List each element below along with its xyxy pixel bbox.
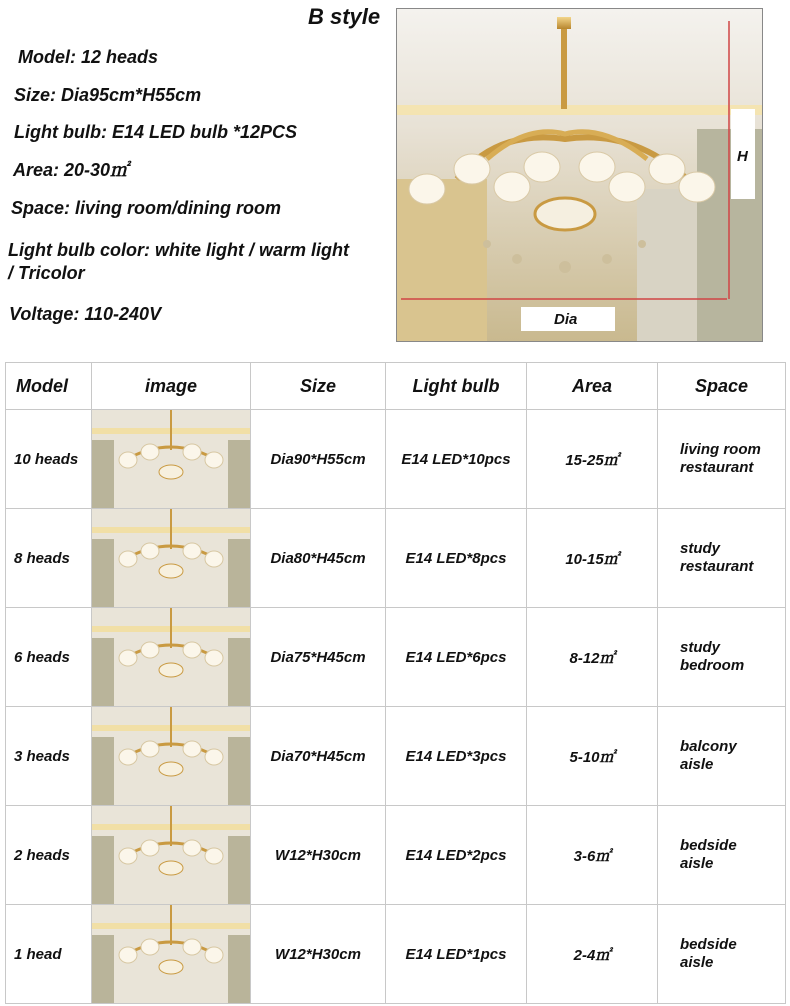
- cell-area: [527, 905, 658, 1004]
- size-text: Dia75*H45cm: [270, 648, 366, 666]
- area-text: 2-4㎡: [573, 946, 611, 964]
- table-row: [6, 608, 786, 707]
- table-row: [6, 806, 786, 905]
- cell-light-bulb: [386, 707, 527, 806]
- header-light-bulb: Light bulb: [386, 363, 527, 410]
- cell-area: [527, 410, 658, 509]
- cell-image: [92, 410, 251, 509]
- cell-image: [92, 905, 251, 1004]
- cell-size: [251, 509, 386, 608]
- cell-image: [92, 509, 251, 608]
- cell-area: [527, 509, 658, 608]
- bulb-text: E14 LED*1pcs: [405, 945, 507, 963]
- model-text: 1 head: [14, 945, 62, 963]
- cell-model: [6, 608, 92, 707]
- chandelier-thumbnail: [92, 707, 250, 805]
- header-model: Model: [6, 363, 92, 410]
- cell-light-bulb: [386, 806, 527, 905]
- chandelier-thumbnail: [92, 806, 250, 904]
- cell-space: [658, 608, 786, 707]
- space-text-2: aisle: [680, 954, 714, 971]
- space-text-2: aisle: [680, 756, 714, 773]
- area-text: 3-6㎡: [573, 847, 611, 865]
- model-text: 8 heads: [14, 549, 70, 567]
- size-text: W12*H30cm: [275, 846, 361, 864]
- table-header-row: [6, 363, 786, 410]
- cell-light-bulb: [386, 905, 527, 1004]
- area-text: 10-15㎡: [565, 550, 619, 568]
- hero-chandelier-image: [396, 8, 763, 342]
- bulb-text: E14 LED*6pcs: [405, 648, 507, 666]
- cell-model: [6, 509, 92, 608]
- model-text: 2 heads: [14, 846, 70, 864]
- model-text: 3 heads: [14, 747, 70, 765]
- model-comparison-table: [5, 362, 786, 1004]
- spec-voltage: Voltage: 110-240V: [9, 304, 162, 324]
- size-text: Dia80*H45cm: [270, 549, 366, 567]
- area-text: 5-10㎡: [569, 748, 615, 766]
- cell-model: [6, 806, 92, 905]
- cell-area: [527, 608, 658, 707]
- bulb-text: E14 LED*10pcs: [401, 450, 511, 468]
- cell-image: [92, 608, 251, 707]
- model-text: 10 heads: [14, 450, 79, 468]
- spec-model: Model: 12 heads: [18, 47, 159, 67]
- chandelier-thumbnail: [92, 410, 250, 508]
- chandelier-thumbnail: [92, 608, 250, 706]
- cell-size: [251, 410, 386, 509]
- cell-space: [658, 806, 786, 905]
- size-text: W12*H30cm: [275, 945, 361, 963]
- cell-model: [6, 707, 92, 806]
- size-text: Dia90*H55cm: [270, 450, 366, 468]
- table-row: [6, 707, 786, 806]
- header-area: Area: [527, 363, 658, 410]
- space-text-2: aisle: [680, 855, 714, 872]
- diameter-label: Dia: [554, 311, 578, 328]
- space-text-1: study: [680, 540, 721, 557]
- space-text-1: bedside: [680, 936, 737, 953]
- cell-space: [658, 707, 786, 806]
- spec-bulb-color-cont: / Tricolor: [8, 263, 85, 283]
- bulb-text: E14 LED*2pcs: [405, 846, 507, 864]
- space-text-1: living room: [680, 441, 761, 458]
- model-text: 6 heads: [14, 648, 70, 666]
- height-label: H: [737, 148, 748, 165]
- space-text-2: restaurant: [680, 459, 754, 476]
- space-text-2: restaurant: [680, 558, 754, 575]
- area-text: 8-12㎡: [569, 649, 615, 667]
- spec-area: Area: 20-30㎡: [13, 160, 129, 180]
- cell-area: [527, 806, 658, 905]
- cell-size: [251, 707, 386, 806]
- cell-light-bulb: [386, 410, 527, 509]
- cell-light-bulb: [386, 509, 527, 608]
- page-title: B style: [308, 4, 381, 29]
- table-row: [6, 509, 786, 608]
- cell-size: [251, 905, 386, 1004]
- spec-bulb-color: Light bulb color: white light / warm light: [8, 240, 349, 260]
- bulb-text: E14 LED*8pcs: [405, 549, 507, 567]
- space-text-2: bedroom: [680, 657, 745, 674]
- spec-size: Size: Dia95cm*H55cm: [14, 85, 202, 105]
- cell-space: [658, 509, 786, 608]
- table-row: [6, 410, 786, 509]
- space-text-1: study: [680, 639, 721, 656]
- space-text-1: bedside: [680, 837, 737, 854]
- cell-image: [92, 707, 251, 806]
- cell-space: [658, 905, 786, 1004]
- cell-model: [6, 410, 92, 509]
- bulb-text: E14 LED*3pcs: [405, 747, 507, 765]
- space-text-1: balcony: [680, 738, 737, 755]
- cell-size: [251, 608, 386, 707]
- table-row: [6, 905, 786, 1004]
- cell-space: [658, 410, 786, 509]
- size-text: Dia70*H45cm: [270, 747, 366, 765]
- cell-size: [251, 806, 386, 905]
- spec-space: Space: living room/dining room: [11, 198, 282, 218]
- area-text: 15-25㎡: [565, 451, 619, 469]
- chandelier-thumbnail: [92, 509, 250, 607]
- chandelier-thumbnail: [92, 905, 250, 1003]
- cell-area: [527, 707, 658, 806]
- header-space: Space: [658, 363, 786, 410]
- header-image: image: [92, 363, 251, 410]
- cell-image: [92, 806, 251, 905]
- header-size: Size: [251, 363, 386, 410]
- cell-light-bulb: [386, 608, 527, 707]
- cell-model: [6, 905, 92, 1004]
- spec-bulb: Light bulb: E14 LED bulb *12PCS: [14, 122, 298, 142]
